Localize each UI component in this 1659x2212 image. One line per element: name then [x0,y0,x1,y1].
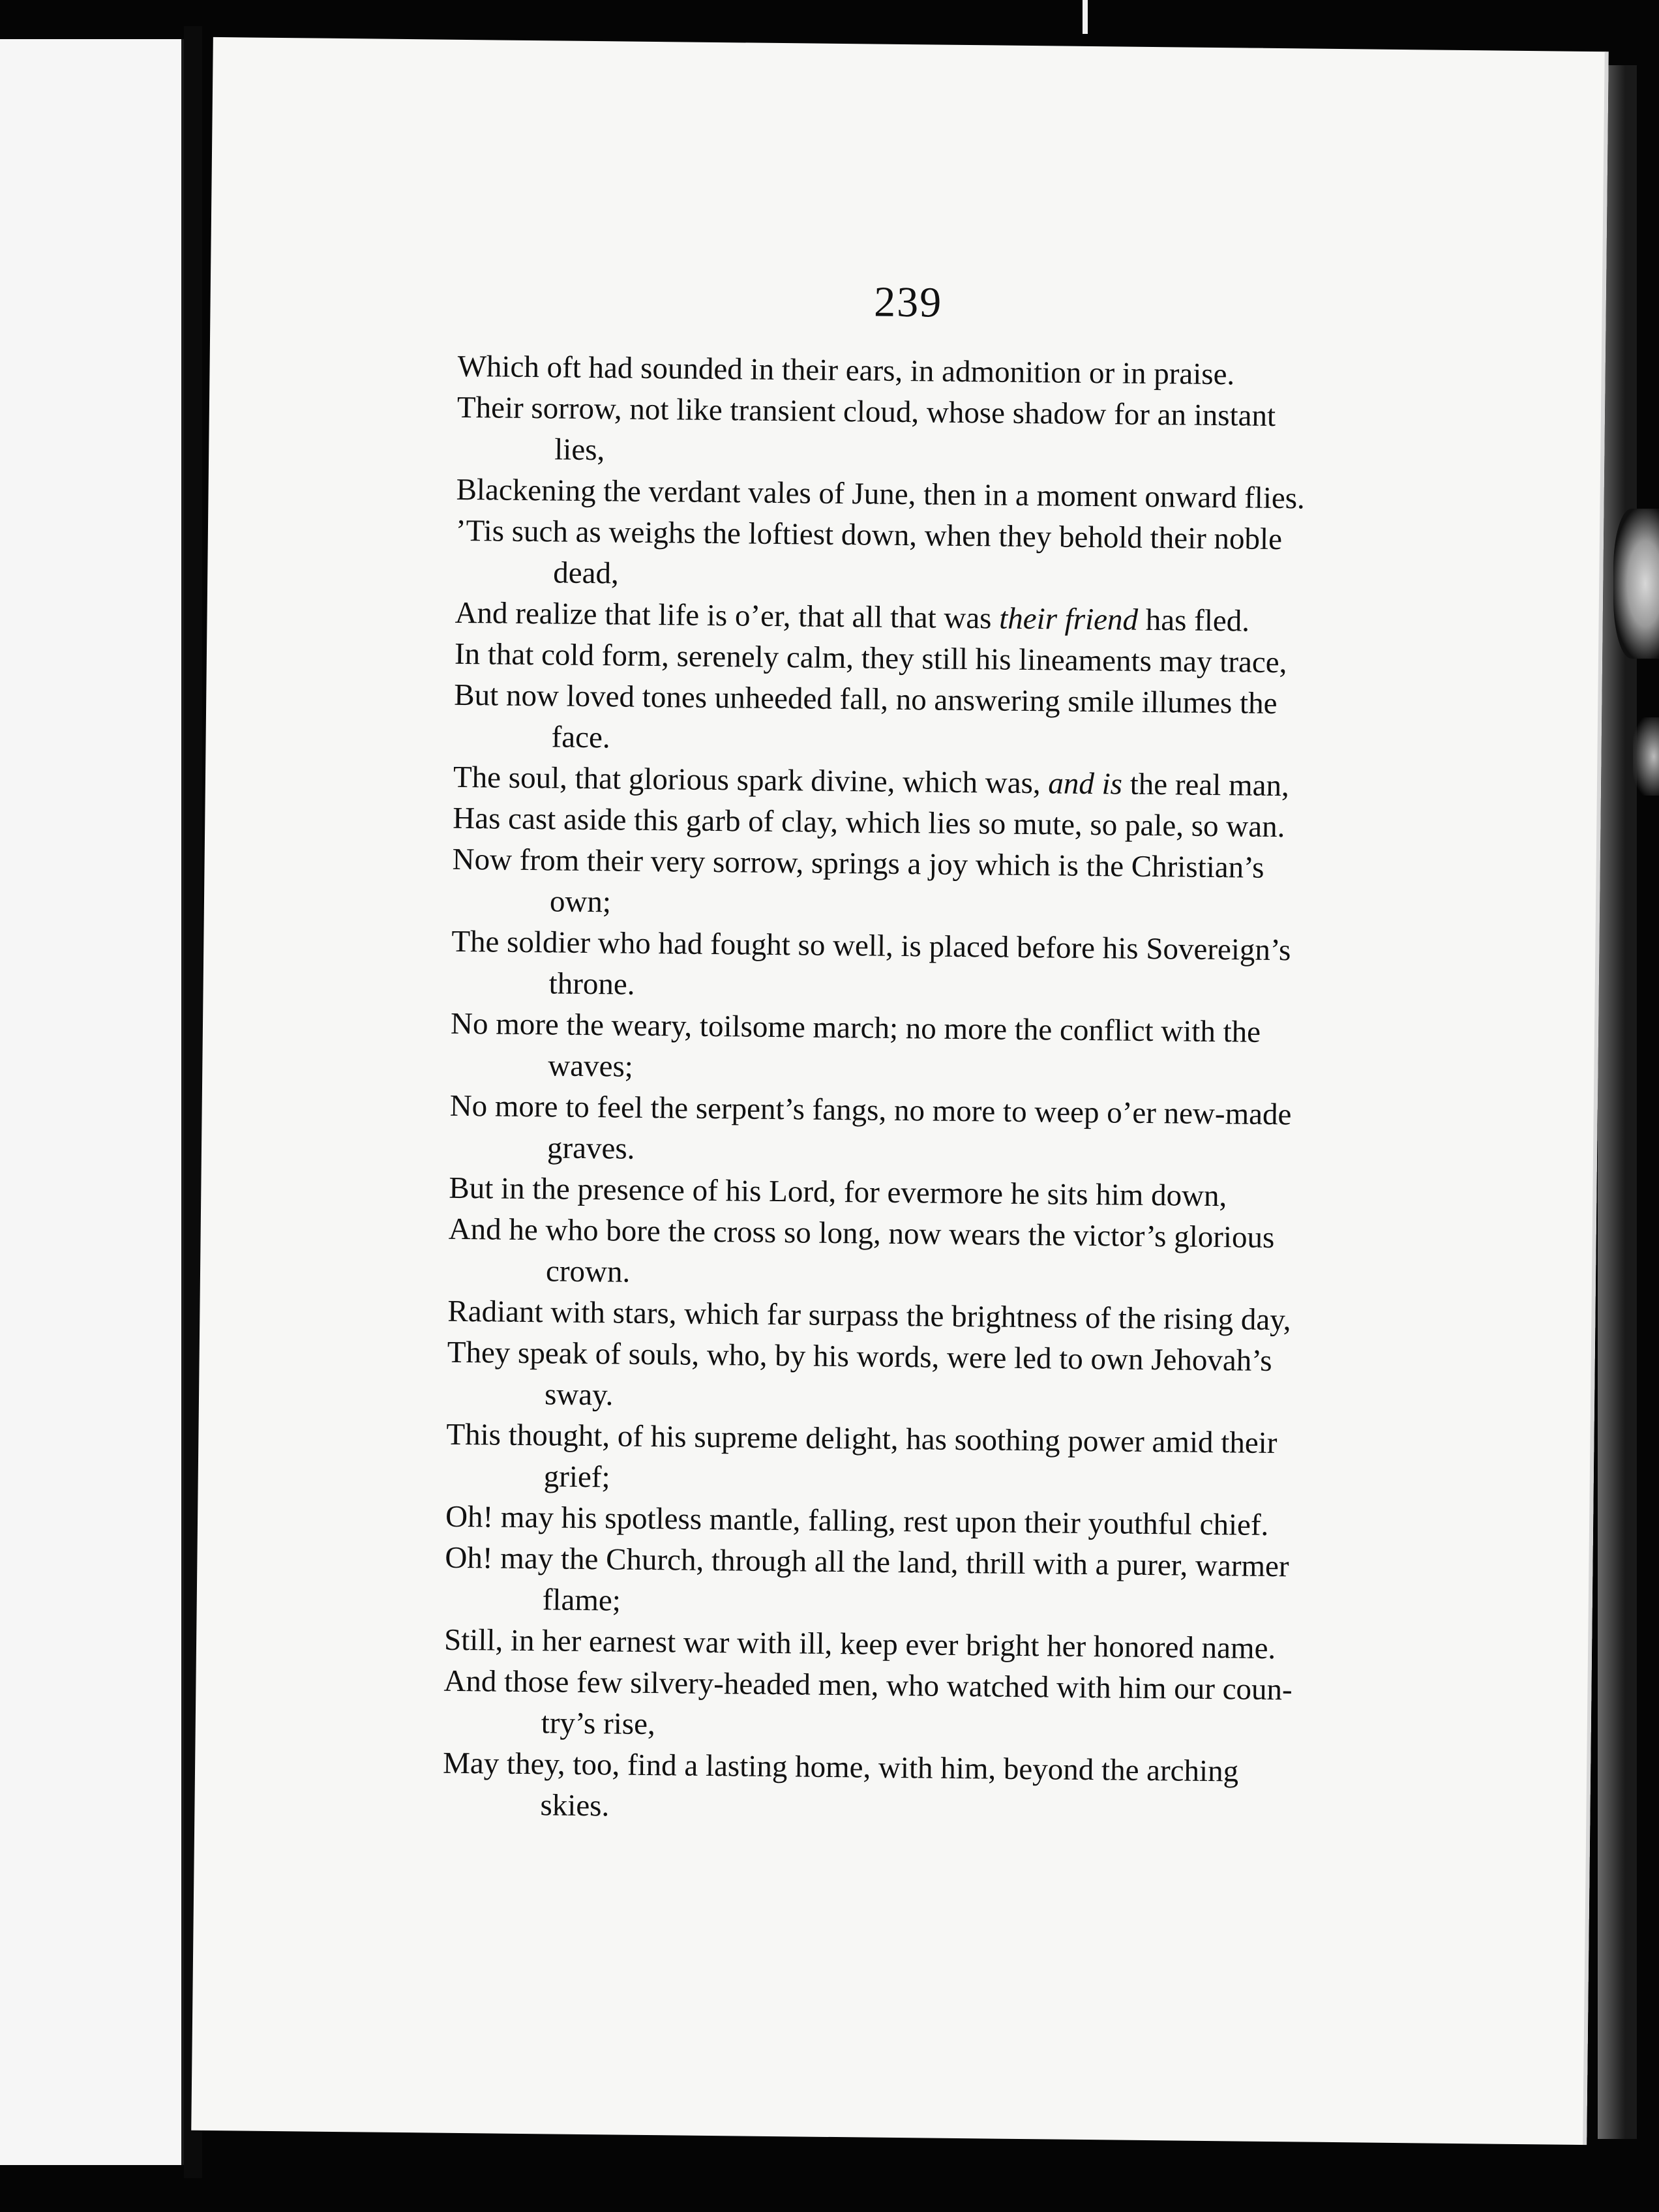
line-text: This thought, of his supreme delight, has soothing power amid their [446,1417,1278,1461]
line-text: They speak of souls, who, by his words, were led to own Jehovah’s [447,1335,1272,1378]
line-text: ’Tis such as weighs the loftiest down, when they behold their noble [455,513,1283,557]
book-page [191,37,1608,2145]
line-text: May they, too, find a lasting home, with him, beyond the arching [442,1746,1239,1789]
line-text: flame; [542,1583,621,1618]
italic-emphasis: their friend [998,601,1139,637]
line-text: crown. [545,1254,631,1289]
line-text: And those few silvery-headed men, who watched with him our coun- [443,1664,1293,1707]
line-text: Radiant with stars, which far surpass the brightness of the rising day, [447,1294,1291,1338]
line-text: face. [551,720,610,755]
line-text: In that cold form, serenely calm, they still his lineaments may trace, [454,636,1287,680]
line-text: And he who bore the cross so long, now wears the victor’s glorious [448,1212,1275,1255]
line-text: Oh! may the Church, through all the land, thrill with a purer, warmer [445,1540,1289,1584]
line-text: No more the weary, toilsome march; no more the conflict with the [450,1006,1261,1049]
line-text: Oh! may his spotless mantle, falling, rest upon their youthful chief. [445,1499,1269,1542]
line-text: Still, in her earnest war with ill, keep ever bright her honored name. [443,1622,1276,1666]
line-text: But now loved tones unheeded fall, no answering smile illumes the [454,678,1278,721]
line-text: Their sorrow, not like transient cloud, whose shadow for an instant [456,390,1276,433]
line-text: sway. [544,1377,614,1412]
scan-smudge [1613,509,1659,659]
line-text: Has cast aside this garb of clay, which lies so mute, so pale, so wan. [453,801,1285,844]
line-text: No more to feel the serpent’s fangs, no more to weep o’er new-made [449,1088,1292,1132]
line-text: dead, [553,556,620,591]
line-text: waves; [548,1049,634,1084]
line-text: Which oft had sounded in their ears, in admonition or in praise. [457,349,1235,392]
line-text: skies. [540,1788,610,1823]
line-text: graves. [546,1131,635,1166]
line-text: own; [549,884,612,919]
line-text: has fled. [1137,603,1250,638]
line-text: The soldier who had fought so well, is placed before his Sovereign’s [451,924,1291,968]
line-text: Now from their very sorrow, springs a joy which is the Christian’s [452,842,1264,885]
scan-edge-mark [1083,0,1088,34]
line-text: grief; [543,1459,610,1495]
line-text: try’s rise, [541,1706,656,1742]
italic-emphasis: and is [1048,766,1123,801]
line-text: The soul, that glorious spark divine, which was, [453,760,1049,801]
line-text: lies, [554,432,605,468]
line-text: But in the presence of his Lord, for evermore he sits him down, [449,1171,1227,1214]
facing-page-edge [0,39,184,2165]
poem-text [442,346,1475,1836]
page-number: 239 [873,278,943,327]
scan-smudge [1633,717,1659,796]
line-text: And realize that life is o’er, that all that was [455,595,1000,636]
line-text: Blackening the verdant vales of June, then in a moment onward flies. [456,472,1306,516]
line-text: the real man, [1122,767,1290,803]
line-text: throne. [548,966,635,1002]
